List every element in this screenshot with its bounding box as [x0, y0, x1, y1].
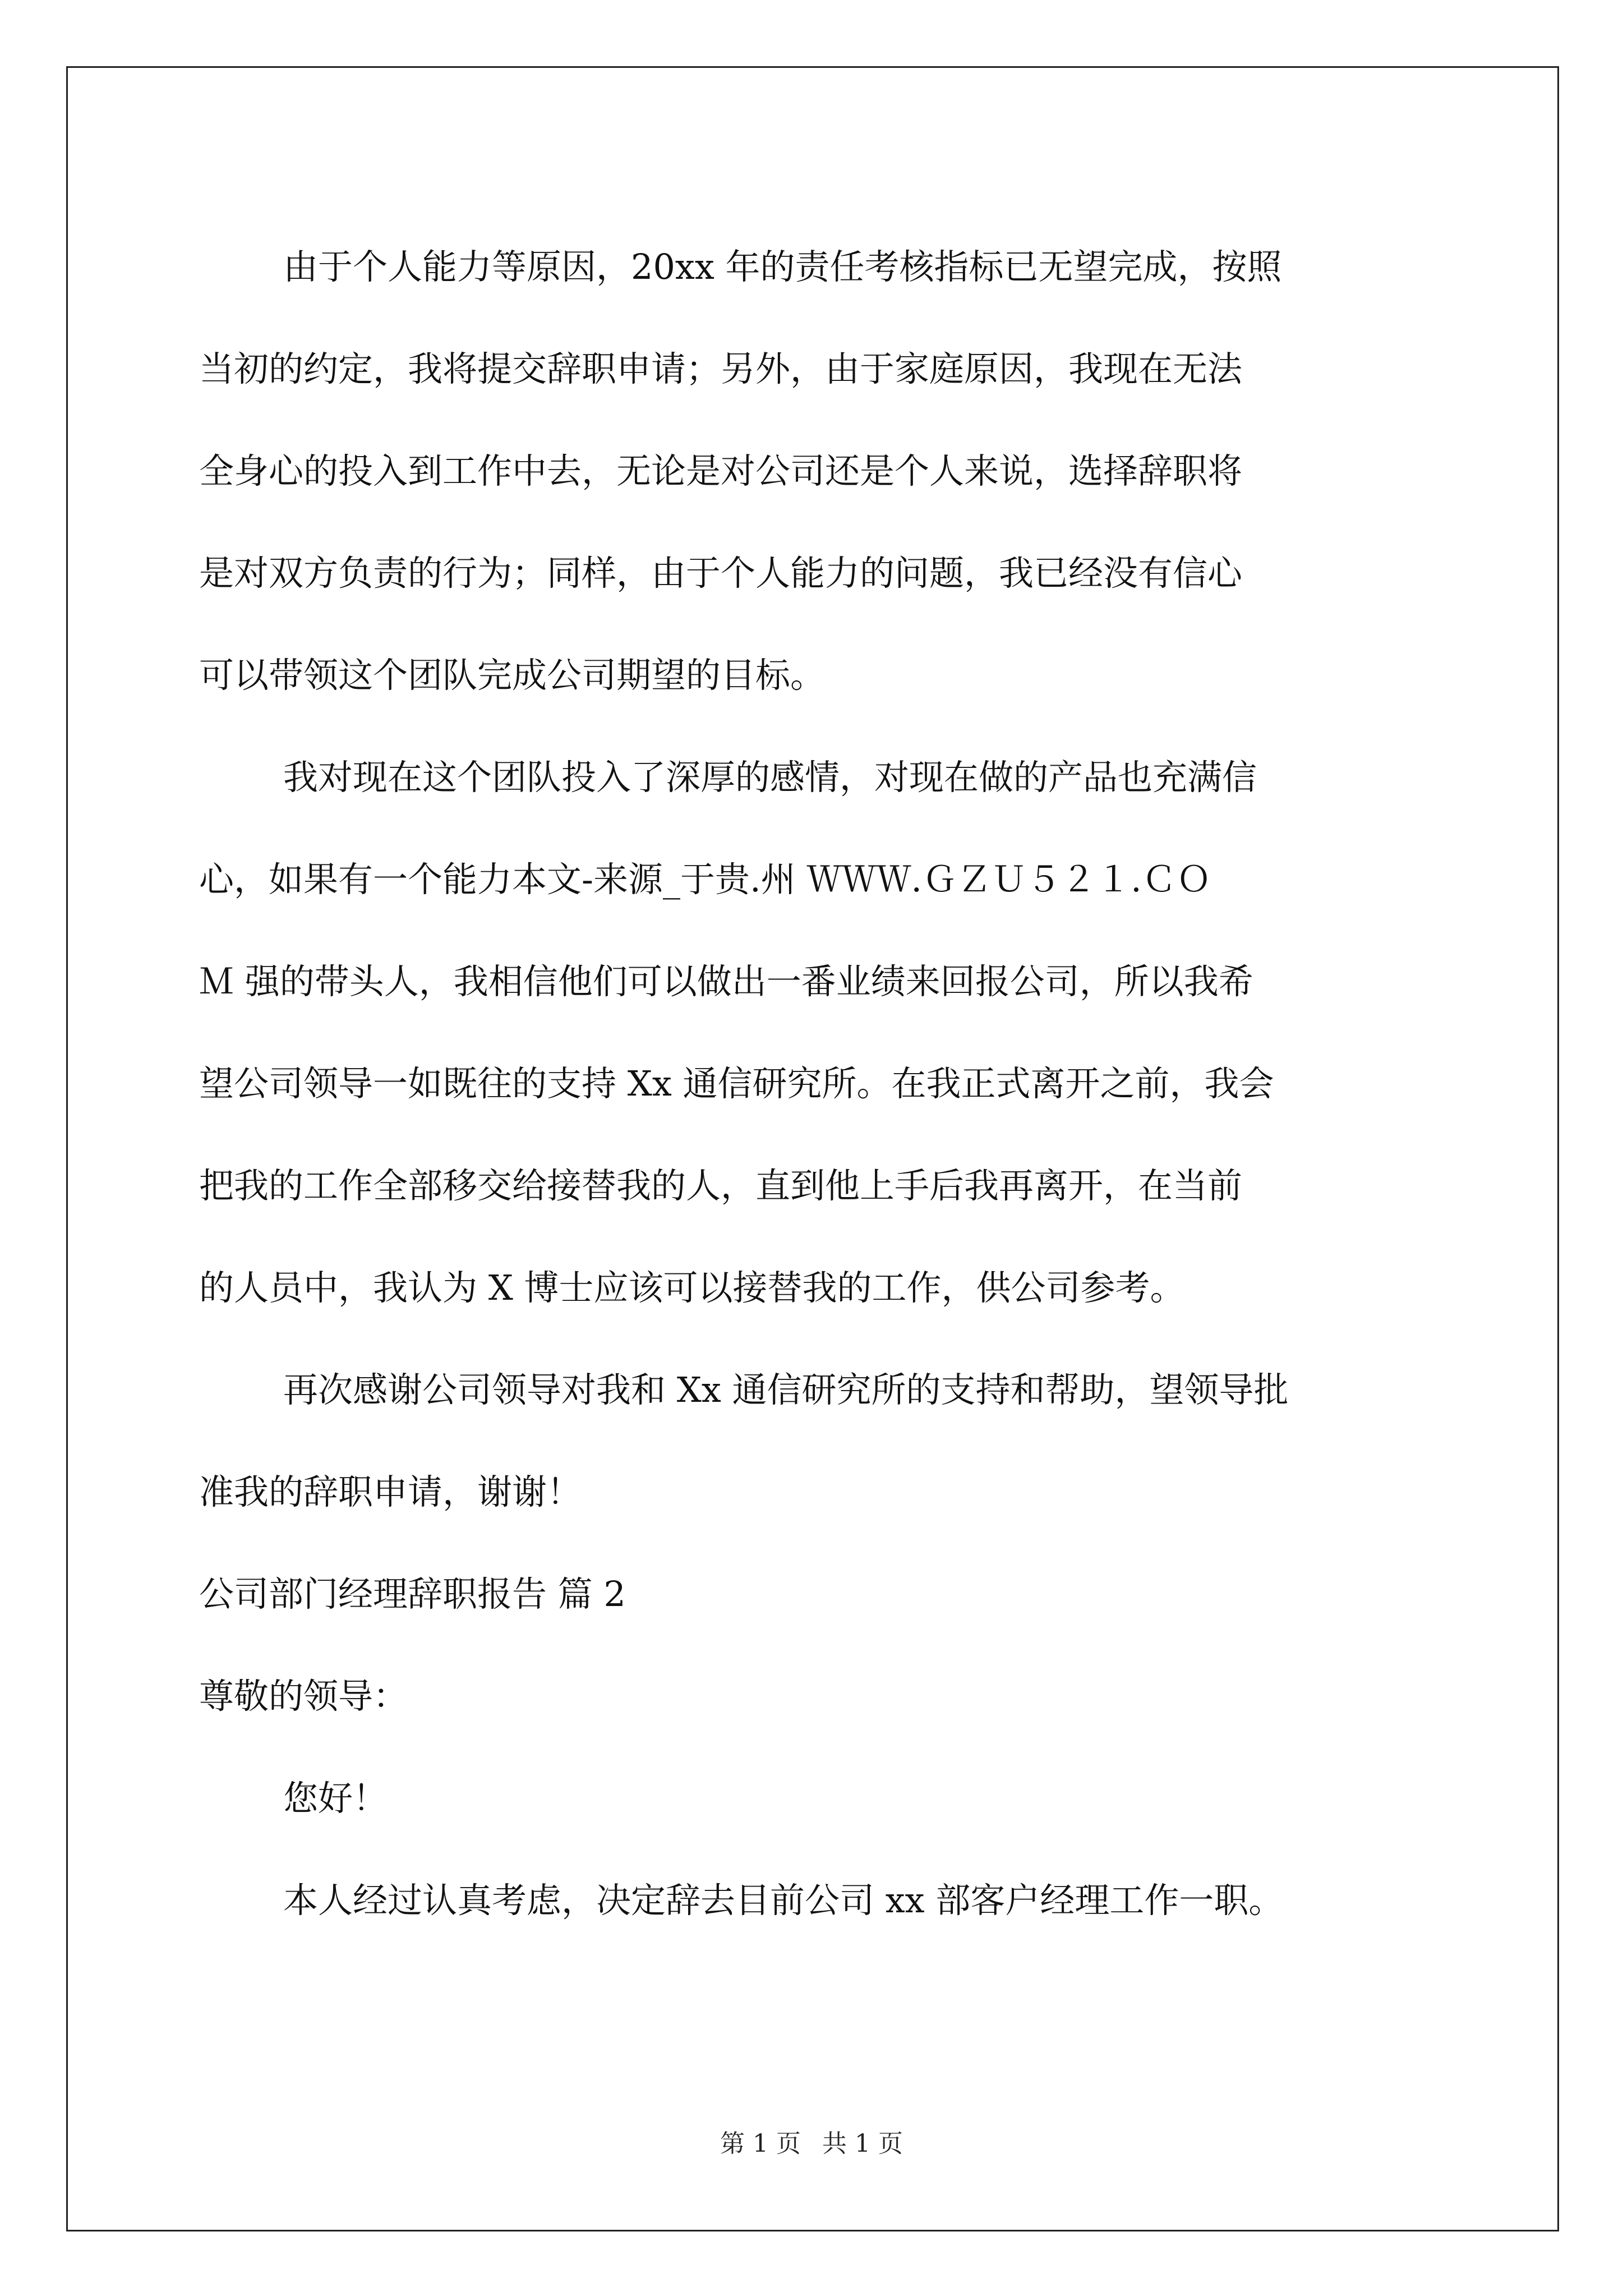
paragraphs — [199, 216, 1427, 1543]
paragraph-line: 心，如果有一个能力本文-来源_于贵.州 ＷＷＷ.ＧＺＵ５２１.ＣＯ — [199, 859, 1211, 900]
paragraph-line: 再次感谢公司领导对我和 Xx 通信研究所的支持和帮助，望领导批 — [283, 1369, 1289, 1410]
last-paragraph: 本人经过认真考虑，决定辞去目前公司 xx 部客户经理工作一职。 — [283, 1880, 1284, 1921]
paragraph-line: 是对双方负责的行为；同样，由于个人能力的问题，我已经没有信心 — [199, 553, 1243, 593]
page-total: 共 1 页 — [822, 2129, 903, 2158]
greeting: 您好！ — [283, 1778, 388, 1819]
paragraph-line: 可以带领这个团队完成公司期望的目标。 — [199, 655, 826, 696]
document-body — [199, 216, 1427, 1952]
paragraph-line: 全身心的投入到工作中去，无论是对公司还是个人来说，选择辞职将 — [199, 450, 1243, 491]
paragraph — [199, 1339, 1427, 1543]
paragraph-line: 由于个人能力等原因，20xx 年的责任考核指标已无望完成，按照 — [283, 246, 1282, 287]
paragraph-line: Ｍ 强的带头人，我相信他们可以做出一番业绩来回报公司，所以我希 — [199, 961, 1253, 1002]
paragraph-line: 把我的工作全部移交给接替我的人，直到他上手后我再离开，在当前 — [199, 1165, 1243, 1206]
paragraph — [199, 726, 1427, 1339]
page-footer — [0, 2123, 1623, 2159]
section-heading: 公司部门经理辞职报告 篇 2 — [199, 1573, 626, 1614]
paragraph-line: 准我的辞职申请，谢谢！ — [199, 1471, 582, 1512]
page-number: 第 1 页 — [720, 2129, 801, 2158]
salutation: 尊敬的领导： — [199, 1676, 408, 1717]
paragraph-line: 我对现在这个团队投入了深厚的感情，对现在做的产品也充满信 — [283, 757, 1257, 798]
paragraph-line: 望公司领导一如既往的支持 Xx 通信研究所。在我正式离开之前，我会 — [199, 1063, 1274, 1104]
paragraph-line: 的人员中，我认为 X 博士应该可以接替我的工作，供公司参考。 — [199, 1267, 1185, 1308]
paragraph — [199, 216, 1427, 726]
paragraph-line: 当初的约定，我将提交辞职申请；另外，由于家庭原因，我现在无法 — [199, 348, 1243, 389]
